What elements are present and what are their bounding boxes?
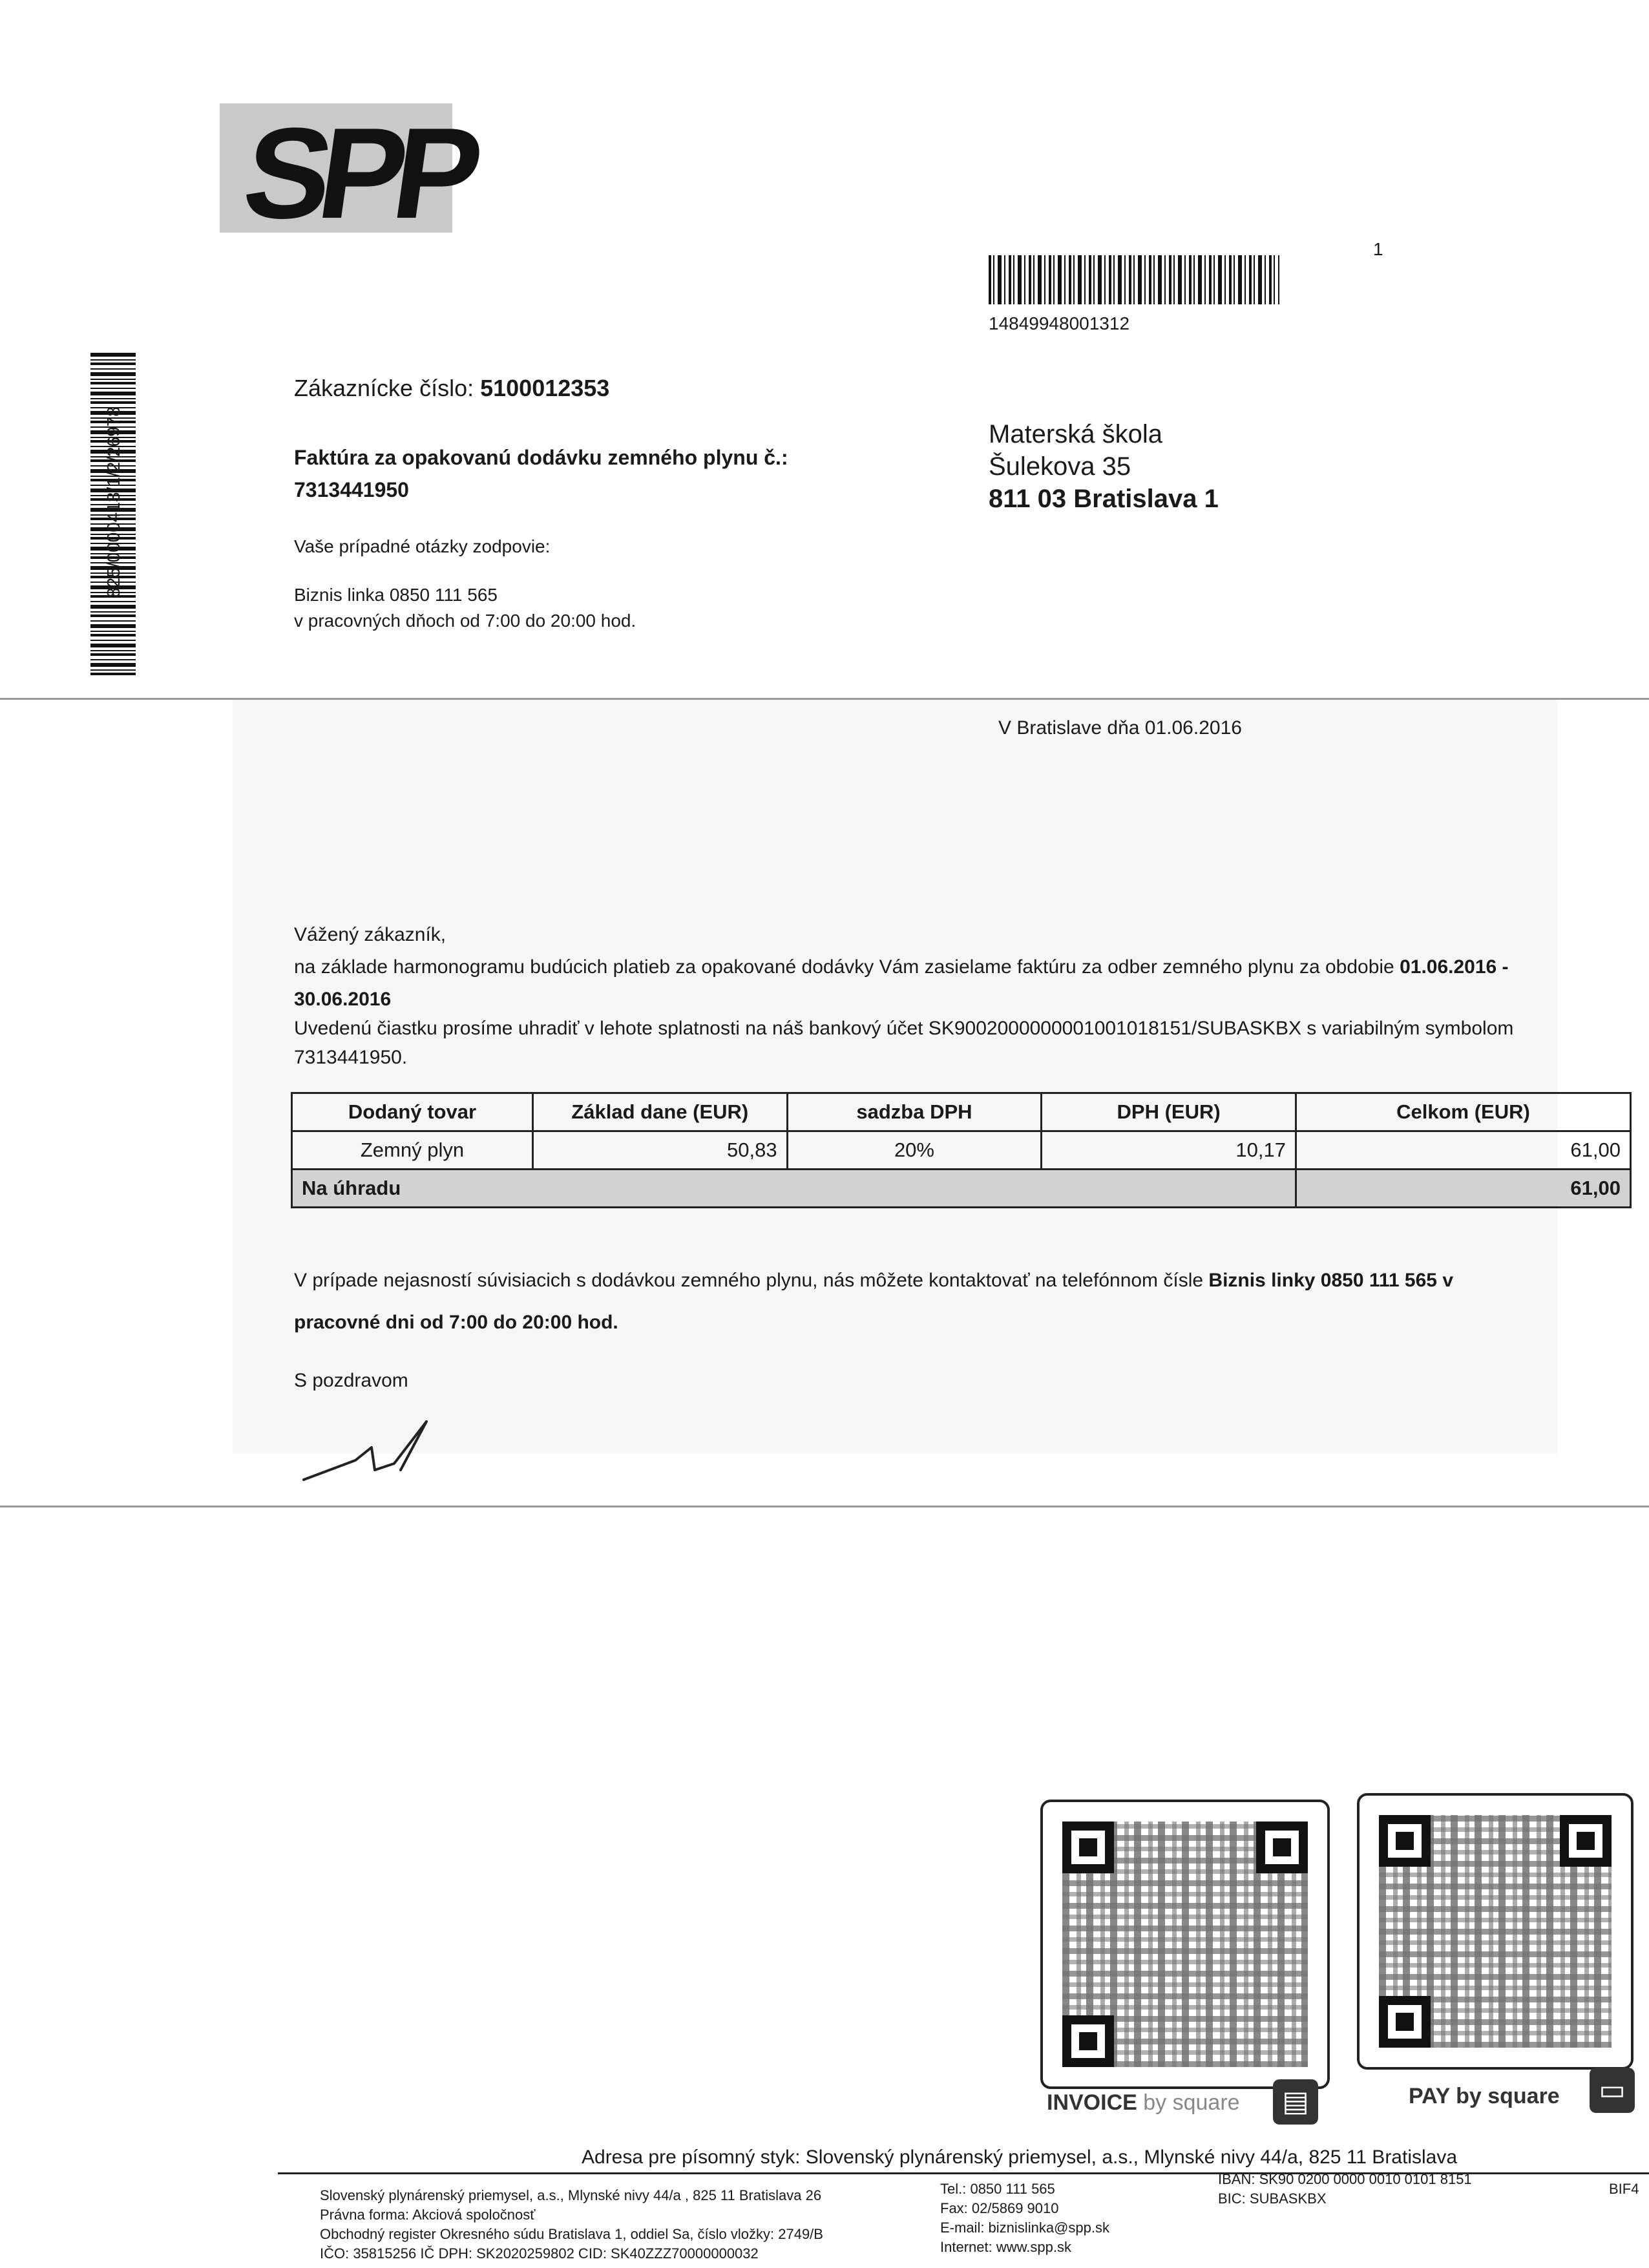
invoice-by-square-caption: INVOICE by square [1047,2090,1240,2115]
col-header: Dodaný tovar [292,1093,533,1131]
col-header: DPH (EUR) [1042,1093,1296,1131]
variable-symbol: 7313441950. [294,1047,408,1068]
hotline-hours: v pracovných dňoch od 7:00 do 20:00 hod. [294,611,636,631]
customer-number: 5100012353 [480,375,610,401]
signature [297,1409,465,1493]
barcode-top [989,255,1279,304]
recipient-name: Materská škola [989,420,1162,448]
letter-paragraph-1 [294,956,1509,978]
footer-legal-form: Právna forma: Akciová spoločnosť [320,2207,536,2223]
period-start: 01.06.2016 - [1400,956,1509,978]
table-cell: Zemný plyn [292,1131,533,1170]
page-number: 1 [1373,239,1383,259]
footer-web: Internet: www.spp.sk [940,2239,1071,2255]
fold-line-1 [0,698,1649,700]
invoice-qr-code [1062,1822,1308,2067]
footer-iban: IBAN: SK90 0200 0000 0010 0101 8151 [1218,2171,1472,2187]
vertical-code: 825/0000413/1/2/26978 [103,406,123,598]
period-end: 30.06.2016 [294,989,392,1010]
footer-register: Obchodný register Okresného súdu Bratislava 1, oddiel Sa, číslo vložky: 2749/B [320,2226,823,2242]
fold-line-2 [0,1506,1649,1507]
date-line: V Bratislave dňa 01.06.2016 [998,717,1242,739]
col-header: Základ dane (EUR) [532,1093,787,1131]
barcode-number: 14849948001312 [989,313,1130,333]
table-total-row [292,1170,1631,1208]
closing: S pozdravom [294,1370,408,1391]
contact-hotline: Biznis linky 0850 111 565 v [1208,1270,1454,1291]
contact-hours: pracovné dni od 7:00 do 20:00 hod. [294,1312,618,1333]
letter-paragraph-2: Uvedenú čiastku prosíme uhradiť v lehote splatnosti na náš bankový účet SK9002000000001001018151/SUBASKBX s variabilným symbolom [294,1018,1514,1039]
spp-logo: SPP [220,103,452,233]
salutation: Vážený zákazník, [294,924,446,945]
contact-text: V prípade nejasností súvisiacich s dodávkou zemného plynu, nás môžete kontaktovať na telefónnom čísle [294,1270,1209,1291]
pay-qr-frame [1357,1793,1633,2070]
invoice-number: 7313441950 [294,478,409,501]
invoice-title: Faktúra za opakovanú dodávku zemného plynu č.: [294,446,788,469]
letter-p1-text: na základe harmonogramu budúcich platieb za opakované dodávky Vám zasielame faktúru za odber zemného plynu za obdobie [294,956,1400,978]
footer-code: BIF4 [1609,2181,1639,2197]
footer-ids: IČO: 35815256 IČ DPH: SK2020259802 CID: SK40ZZZ70000000032 [320,2245,759,2262]
footer-bic: BIC: SUBASKBX [1218,2190,1327,2207]
table-header-row [292,1093,1631,1131]
footer-address: Adresa pre písomný styk: Slovenský plynárenský priemysel, a.s., Mlynské nivy 44/a, 825 11 Bratislava [582,2147,1458,2168]
total-label: Na úhradu [292,1170,1296,1208]
footer-fax: Fax: 02/5869 9010 [940,2200,1059,2216]
customer-label: Zákaznícke číslo: [294,375,481,401]
total-value: 61,00 [1296,1170,1630,1208]
questions-label: Vaše prípadné otázky zodpovie: [294,536,551,556]
invoice-table [291,1092,1632,1208]
recipient-city: 811 03 Bratislava 1 [989,485,1219,513]
table-cell: 61,00 [1296,1131,1630,1170]
hotline: Biznis linka 0850 111 565 [294,585,498,605]
table-cell: 20% [787,1131,1042,1170]
col-header: sadzba DPH [787,1093,1042,1131]
footer-company: Slovenský plynárenský priemysel, a.s., Mlynské nivy 44/a , 825 11 Bratislava 26 [320,2187,822,2203]
customer-number-line [294,375,609,402]
document-icon: ▤ [1273,2079,1318,2125]
contact-paragraph [294,1270,1453,1292]
invoice-qr-frame [1040,1800,1330,2089]
table-row [292,1131,1631,1170]
card-icon: ▭ [1590,2068,1635,2113]
pay-by-square-caption: PAY by square [1409,2084,1560,2108]
footer-email: E-mail: biznislinka@spp.sk [940,2220,1109,2236]
table-cell: 50,83 [532,1131,787,1170]
pay-qr-code [1379,1815,1612,2048]
col-header: Celkom (EUR) [1296,1093,1630,1131]
footer-tel: Tel.: 0850 111 565 [940,2181,1055,2197]
table-cell: 10,17 [1042,1131,1296,1170]
paper-shade [233,698,1557,1454]
recipient-street: Šulekova 35 [989,452,1131,481]
